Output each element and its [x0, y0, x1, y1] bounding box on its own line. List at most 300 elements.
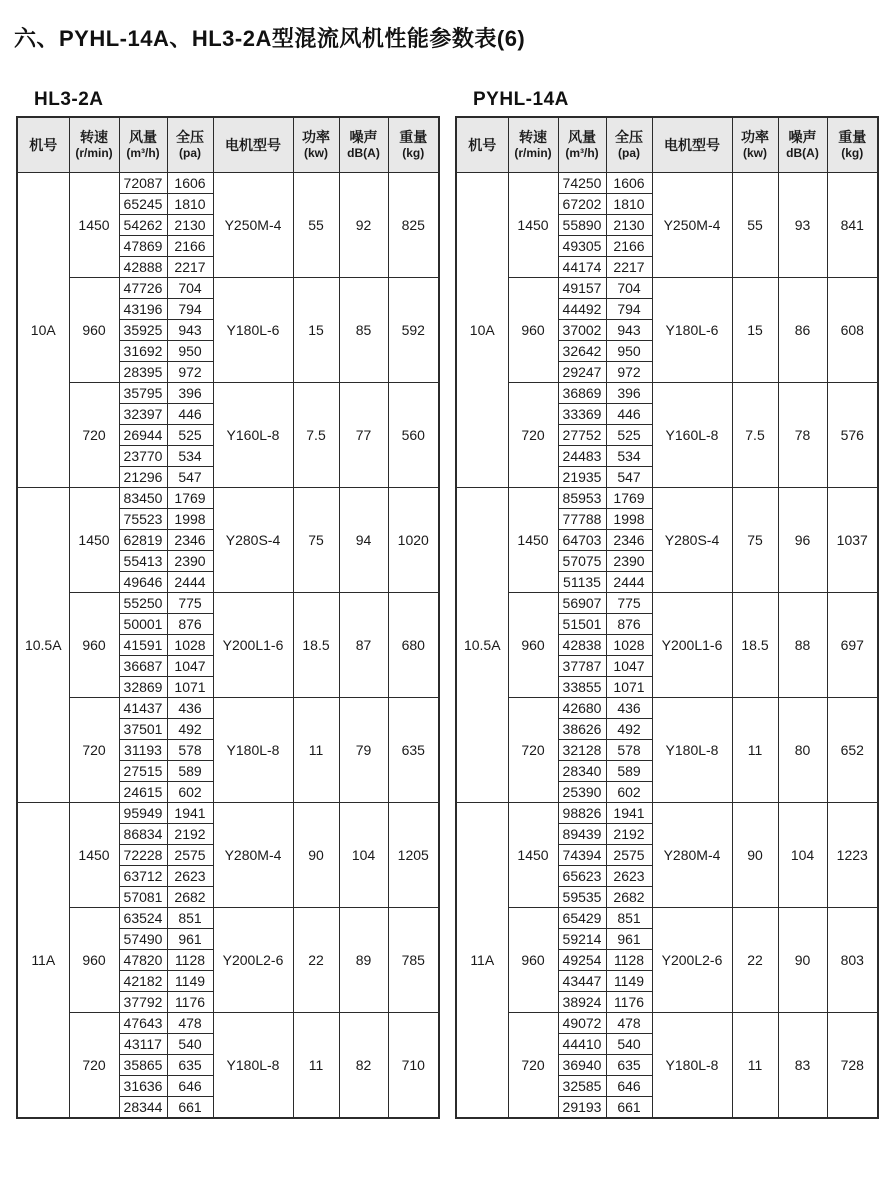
air-volume-cell: 37501	[119, 719, 167, 740]
pressure-cell: 1176	[167, 992, 213, 1013]
speed-cell: 960	[508, 278, 558, 383]
air-volume-cell: 43117	[119, 1034, 167, 1055]
weight-cell: 1020	[388, 488, 439, 593]
table-row	[456, 173, 878, 194]
table-block-pyhl-14a	[455, 89, 877, 1119]
pressure-cell: 2623	[606, 866, 652, 887]
column-header	[456, 117, 508, 173]
air-volume-cell: 44410	[558, 1034, 606, 1055]
air-volume-cell: 55890	[558, 215, 606, 236]
weight-cell: 576	[827, 383, 878, 488]
speed-cell: 1450	[508, 173, 558, 278]
air-volume-cell: 26944	[119, 425, 167, 446]
air-volume-cell: 55413	[119, 551, 167, 572]
air-volume-cell: 57081	[119, 887, 167, 908]
air-volume-cell: 95949	[119, 803, 167, 824]
tables-container	[16, 89, 885, 1119]
column-header	[827, 117, 878, 173]
column-header-line2: dB(A)	[786, 146, 819, 161]
pressure-cell: 943	[606, 320, 652, 341]
air-volume-cell: 24483	[558, 446, 606, 467]
noise-cell: 87	[339, 593, 388, 698]
air-volume-cell: 27752	[558, 425, 606, 446]
pressure-cell: 1606	[606, 173, 652, 194]
weight-cell: 1037	[827, 488, 878, 593]
pressure-cell: 1606	[167, 173, 213, 194]
air-volume-cell: 35795	[119, 383, 167, 404]
pressure-cell: 540	[167, 1034, 213, 1055]
air-volume-cell: 38626	[558, 719, 606, 740]
column-header-line1: 功率	[302, 129, 330, 146]
pressure-cell: 589	[606, 761, 652, 782]
pressure-cell: 851	[606, 908, 652, 929]
pressure-cell: 525	[167, 425, 213, 446]
pressure-cell: 794	[606, 299, 652, 320]
column-header-line1: 功率	[741, 129, 769, 146]
air-volume-cell: 44174	[558, 257, 606, 278]
table-row	[17, 698, 439, 719]
air-volume-cell: 49646	[119, 572, 167, 593]
pressure-cell: 492	[606, 719, 652, 740]
air-volume-cell: 31692	[119, 341, 167, 362]
air-volume-cell: 29193	[558, 1097, 606, 1119]
table-row	[17, 803, 439, 824]
air-volume-cell: 59535	[558, 887, 606, 908]
column-header-line1: 噪声	[349, 129, 378, 146]
air-volume-cell: 59214	[558, 929, 606, 950]
power-cell: 11	[293, 698, 339, 803]
column-header-line2: (kg)	[402, 146, 425, 161]
table-row	[17, 593, 439, 614]
noise-cell: 96	[778, 488, 827, 593]
table-row	[456, 278, 878, 299]
weight-cell: 785	[388, 908, 439, 1013]
air-volume-cell: 33855	[558, 677, 606, 698]
pressure-cell: 436	[606, 698, 652, 719]
motor-model-cell: Y280M-4	[213, 803, 293, 908]
machine-number-cell: 10.5A	[17, 488, 69, 803]
noise-cell: 104	[339, 803, 388, 908]
pressure-cell: 1128	[167, 950, 213, 971]
pressure-cell: 2192	[606, 824, 652, 845]
speed-cell: 1450	[69, 173, 119, 278]
column-header	[508, 117, 558, 173]
machine-number-cell: 10A	[17, 173, 69, 488]
air-volume-cell: 74394	[558, 845, 606, 866]
air-volume-cell: 32128	[558, 740, 606, 761]
motor-model-cell: Y200L1-6	[213, 593, 293, 698]
pressure-cell: 547	[606, 467, 652, 488]
air-volume-cell: 83450	[119, 488, 167, 509]
speed-cell: 1450	[69, 803, 119, 908]
pressure-cell: 396	[606, 383, 652, 404]
table-row	[456, 908, 878, 929]
column-header-line2: (kw)	[743, 146, 767, 161]
air-volume-cell: 37787	[558, 656, 606, 677]
air-volume-cell: 41437	[119, 698, 167, 719]
noise-cell: 85	[339, 278, 388, 383]
air-volume-cell: 55250	[119, 593, 167, 614]
air-volume-cell: 49305	[558, 236, 606, 257]
air-volume-cell: 47820	[119, 950, 167, 971]
pressure-cell: 1128	[606, 950, 652, 971]
noise-cell: 82	[339, 1013, 388, 1119]
speed-cell: 960	[69, 278, 119, 383]
pressure-cell: 950	[167, 341, 213, 362]
pressure-cell: 2575	[167, 845, 213, 866]
motor-model-cell: Y160L-8	[652, 383, 732, 488]
column-header-line2: (m³/h)	[126, 146, 160, 161]
air-volume-cell: 37792	[119, 992, 167, 1013]
motor-model-cell: Y200L1-6	[652, 593, 732, 698]
air-volume-cell: 50001	[119, 614, 167, 635]
motor-model-cell: Y280S-4	[213, 488, 293, 593]
speed-cell: 1450	[69, 488, 119, 593]
weight-cell: 1205	[388, 803, 439, 908]
air-volume-cell: 44492	[558, 299, 606, 320]
column-header	[293, 117, 339, 173]
pressure-cell: 972	[167, 362, 213, 383]
air-volume-cell: 27515	[119, 761, 167, 782]
air-volume-cell: 42680	[558, 698, 606, 719]
pressure-cell: 1047	[606, 656, 652, 677]
motor-model-cell: Y180L-8	[652, 698, 732, 803]
power-cell: 15	[293, 278, 339, 383]
pressure-cell: 2575	[606, 845, 652, 866]
column-header	[213, 117, 293, 173]
air-volume-cell: 32585	[558, 1076, 606, 1097]
noise-cell: 94	[339, 488, 388, 593]
noise-cell: 88	[778, 593, 827, 698]
pressure-cell: 602	[606, 782, 652, 803]
air-volume-cell: 31193	[119, 740, 167, 761]
speed-cell: 720	[508, 383, 558, 488]
weight-cell: 825	[388, 173, 439, 278]
speed-cell: 960	[69, 593, 119, 698]
column-header-line2: (r/min)	[514, 146, 552, 161]
air-volume-cell: 42888	[119, 257, 167, 278]
pressure-cell: 876	[167, 614, 213, 635]
column-header	[119, 117, 167, 173]
air-volume-cell: 65245	[119, 194, 167, 215]
motor-model-cell: Y280S-4	[652, 488, 732, 593]
column-header-line2: (pa)	[179, 146, 201, 161]
motor-model-cell: Y180L-8	[213, 698, 293, 803]
column-header-line1: 电机型号	[225, 136, 281, 153]
table-row	[456, 698, 878, 719]
column-header-line1: 重量	[399, 129, 428, 146]
pressure-cell: 534	[167, 446, 213, 467]
speed-cell: 720	[508, 1013, 558, 1119]
column-header-line1: 机号	[468, 136, 497, 153]
air-volume-cell: 49254	[558, 950, 606, 971]
motor-model-cell: Y200L2-6	[213, 908, 293, 1013]
motor-model-cell: Y180L-8	[213, 1013, 293, 1119]
air-volume-cell: 32397	[119, 404, 167, 425]
air-volume-cell: 35865	[119, 1055, 167, 1076]
air-volume-cell: 65623	[558, 866, 606, 887]
pressure-cell: 2217	[606, 257, 652, 278]
pressure-cell: 704	[606, 278, 652, 299]
pressure-cell: 876	[606, 614, 652, 635]
pressure-cell: 1998	[167, 509, 213, 530]
table-block-hl3-2a	[16, 89, 438, 1119]
motor-model-cell: Y160L-8	[213, 383, 293, 488]
air-volume-cell: 28340	[558, 761, 606, 782]
air-volume-cell: 98826	[558, 803, 606, 824]
motor-model-cell: Y180L-6	[213, 278, 293, 383]
air-volume-cell: 49072	[558, 1013, 606, 1034]
air-volume-cell: 63712	[119, 866, 167, 887]
air-volume-cell: 21296	[119, 467, 167, 488]
weight-cell: 652	[827, 698, 878, 803]
pressure-cell: 1071	[606, 677, 652, 698]
air-volume-cell: 62819	[119, 530, 167, 551]
weight-cell: 560	[388, 383, 439, 488]
column-header	[732, 117, 778, 173]
pressure-cell: 851	[167, 908, 213, 929]
column-header-line2: (kw)	[304, 146, 328, 161]
motor-model-cell: Y200L2-6	[652, 908, 732, 1013]
column-header-line1: 机号	[29, 136, 58, 153]
speed-cell: 720	[69, 1013, 119, 1119]
pressure-cell: 646	[606, 1076, 652, 1097]
pressure-cell: 602	[167, 782, 213, 803]
motor-model-cell: Y280M-4	[652, 803, 732, 908]
air-volume-cell: 33369	[558, 404, 606, 425]
pressure-cell: 396	[167, 383, 213, 404]
table-row	[17, 908, 439, 929]
speed-cell: 960	[508, 908, 558, 1013]
pressure-cell: 436	[167, 698, 213, 719]
table-row	[456, 1013, 878, 1034]
motor-model-cell: Y180L-6	[652, 278, 732, 383]
noise-cell: 93	[778, 173, 827, 278]
air-volume-cell: 37002	[558, 320, 606, 341]
power-cell: 11	[732, 1013, 778, 1119]
weight-cell: 592	[388, 278, 439, 383]
air-volume-cell: 32869	[119, 677, 167, 698]
air-volume-cell: 24615	[119, 782, 167, 803]
pressure-cell: 961	[167, 929, 213, 950]
column-header-line2: dB(A)	[347, 146, 380, 161]
air-volume-cell: 86834	[119, 824, 167, 845]
column-header-line1: 噪声	[788, 129, 817, 146]
air-volume-cell: 23770	[119, 446, 167, 467]
air-volume-cell: 77788	[558, 509, 606, 530]
pressure-cell: 2346	[606, 530, 652, 551]
column-header-line1: 转速	[519, 129, 547, 146]
air-volume-cell: 31636	[119, 1076, 167, 1097]
air-volume-cell: 74250	[558, 173, 606, 194]
pressure-cell: 446	[606, 404, 652, 425]
noise-cell: 86	[778, 278, 827, 383]
air-volume-cell: 85953	[558, 488, 606, 509]
pressure-cell: 2444	[606, 572, 652, 593]
column-header-line2: (pa)	[618, 146, 640, 161]
air-volume-cell: 56907	[558, 593, 606, 614]
air-volume-cell: 63524	[119, 908, 167, 929]
fan-performance-table-pyhl-14a	[455, 116, 879, 1119]
pressure-cell: 478	[606, 1013, 652, 1034]
pressure-cell: 2444	[167, 572, 213, 593]
noise-cell: 79	[339, 698, 388, 803]
pressure-cell: 961	[606, 929, 652, 950]
column-header-line1: 电机型号	[664, 136, 720, 153]
air-volume-cell: 38924	[558, 992, 606, 1013]
table-row	[456, 803, 878, 824]
pressure-cell: 525	[606, 425, 652, 446]
column-header-line2: (kg)	[841, 146, 864, 161]
pressure-cell: 2192	[167, 824, 213, 845]
table-row	[17, 383, 439, 404]
pressure-cell: 2166	[606, 236, 652, 257]
air-volume-cell: 36687	[119, 656, 167, 677]
table-label-pyhl-14a: PYHL-14A	[473, 89, 569, 110]
column-header	[388, 117, 439, 173]
pressure-cell: 646	[167, 1076, 213, 1097]
air-volume-cell: 36940	[558, 1055, 606, 1076]
noise-cell: 80	[778, 698, 827, 803]
table-row	[17, 173, 439, 194]
column-header	[17, 117, 69, 173]
air-volume-cell: 41591	[119, 635, 167, 656]
speed-cell: 1450	[508, 803, 558, 908]
pressure-cell: 2166	[167, 236, 213, 257]
power-cell: 90	[732, 803, 778, 908]
pressure-cell: 2682	[167, 887, 213, 908]
air-volume-cell: 49157	[558, 278, 606, 299]
air-volume-cell: 32642	[558, 341, 606, 362]
pressure-cell: 540	[606, 1034, 652, 1055]
noise-cell: 89	[339, 908, 388, 1013]
weight-cell: 710	[388, 1013, 439, 1119]
table-label-hl3-2a: HL3-2A	[34, 89, 104, 110]
pressure-cell: 2623	[167, 866, 213, 887]
pressure-cell: 1769	[606, 488, 652, 509]
air-volume-cell: 28344	[119, 1097, 167, 1119]
power-cell: 18.5	[732, 593, 778, 698]
air-volume-cell: 64703	[558, 530, 606, 551]
pressure-cell: 1810	[606, 194, 652, 215]
speed-cell: 720	[69, 383, 119, 488]
column-header-line1: 重量	[838, 129, 867, 146]
pressure-cell: 635	[606, 1055, 652, 1076]
weight-cell: 680	[388, 593, 439, 698]
pressure-cell: 2217	[167, 257, 213, 278]
air-volume-cell: 51501	[558, 614, 606, 635]
air-volume-cell: 43447	[558, 971, 606, 992]
pressure-cell: 446	[167, 404, 213, 425]
power-cell: 18.5	[293, 593, 339, 698]
motor-model-cell: Y250M-4	[213, 173, 293, 278]
noise-cell: 83	[778, 1013, 827, 1119]
column-header-line1: 转速	[80, 129, 108, 146]
pressure-cell: 2682	[606, 887, 652, 908]
pressure-cell: 775	[606, 593, 652, 614]
table-row	[456, 593, 878, 614]
table-row	[456, 383, 878, 404]
pressure-cell: 704	[167, 278, 213, 299]
power-cell: 22	[293, 908, 339, 1013]
air-volume-cell: 47869	[119, 236, 167, 257]
noise-cell: 104	[778, 803, 827, 908]
pressure-cell: 1941	[167, 803, 213, 824]
weight-cell: 608	[827, 278, 878, 383]
pressure-cell: 534	[606, 446, 652, 467]
noise-cell: 92	[339, 173, 388, 278]
air-volume-cell: 29247	[558, 362, 606, 383]
air-volume-cell: 51135	[558, 572, 606, 593]
noise-cell: 77	[339, 383, 388, 488]
pressure-cell: 1176	[606, 992, 652, 1013]
column-header-line1: 风量	[129, 129, 157, 146]
air-volume-cell: 67202	[558, 194, 606, 215]
pressure-cell: 661	[606, 1097, 652, 1119]
column-header-line2: (m³/h)	[565, 146, 599, 161]
motor-model-cell: Y180L-8	[652, 1013, 732, 1119]
power-cell: 90	[293, 803, 339, 908]
air-volume-cell: 72228	[119, 845, 167, 866]
pressure-cell: 794	[167, 299, 213, 320]
pressure-cell: 547	[167, 467, 213, 488]
power-cell: 55	[293, 173, 339, 278]
column-header	[652, 117, 732, 173]
column-header-line1: 全压	[176, 129, 204, 146]
air-volume-cell: 42838	[558, 635, 606, 656]
air-volume-cell: 47726	[119, 278, 167, 299]
pressure-cell: 1028	[167, 635, 213, 656]
pressure-cell: 1810	[167, 194, 213, 215]
air-volume-cell: 89439	[558, 824, 606, 845]
pressure-cell: 1998	[606, 509, 652, 530]
air-volume-cell: 47643	[119, 1013, 167, 1034]
power-cell: 55	[732, 173, 778, 278]
air-volume-cell: 65429	[558, 908, 606, 929]
column-header-line1: 风量	[568, 129, 596, 146]
pressure-cell: 478	[167, 1013, 213, 1034]
weight-cell: 697	[827, 593, 878, 698]
pressure-cell: 943	[167, 320, 213, 341]
speed-cell: 960	[69, 908, 119, 1013]
pressure-cell: 950	[606, 341, 652, 362]
power-cell: 75	[732, 488, 778, 593]
pressure-cell: 635	[167, 1055, 213, 1076]
air-volume-cell: 25390	[558, 782, 606, 803]
speed-cell: 720	[508, 698, 558, 803]
air-volume-cell: 57075	[558, 551, 606, 572]
weight-cell: 1223	[827, 803, 878, 908]
table-row	[17, 488, 439, 509]
noise-cell: 90	[778, 908, 827, 1013]
air-volume-cell: 21935	[558, 467, 606, 488]
column-header	[339, 117, 388, 173]
pressure-cell: 1941	[606, 803, 652, 824]
header-row	[17, 117, 439, 173]
pressure-cell: 972	[606, 362, 652, 383]
column-header-line2: (r/min)	[75, 146, 113, 161]
pressure-cell: 775	[167, 593, 213, 614]
power-cell: 11	[293, 1013, 339, 1119]
air-volume-cell: 43196	[119, 299, 167, 320]
weight-cell: 841	[827, 173, 878, 278]
table-row	[17, 1013, 439, 1034]
noise-cell: 78	[778, 383, 827, 488]
air-volume-cell: 42182	[119, 971, 167, 992]
speed-cell: 720	[69, 698, 119, 803]
power-cell: 75	[293, 488, 339, 593]
air-volume-cell: 57490	[119, 929, 167, 950]
